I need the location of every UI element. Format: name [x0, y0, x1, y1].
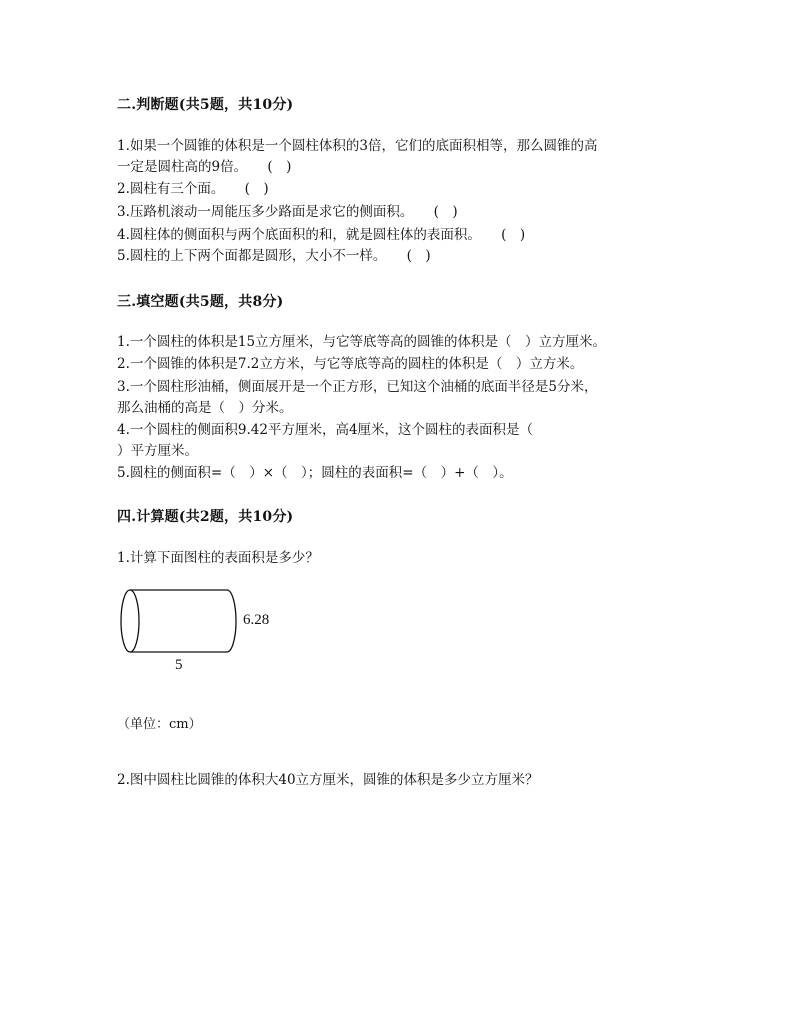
section-2-item: 3.压路机滚动一周能压多少路面是求它的侧面积。 ( ) — [117, 204, 458, 220]
question-1: 1.计算下面图柱的表面积是多少？ — [117, 550, 319, 566]
cylinder-figure — [117, 588, 237, 656]
question-2: 2.图中圆柱比圆锥的体积大40立方厘米，圆锥的体积是多少立方厘米？ — [117, 772, 539, 788]
section-2-item: 5.圆柱的上下两个面都是圆形，大小不一样。 ( ) — [117, 248, 431, 264]
cylinder-right-base — [227, 590, 236, 652]
section-2-item: 一定是圆柱高的9倍。 ( ) — [117, 159, 292, 175]
section-3-item: 1.一个圆柱的体积是15立方厘米，与它等底等高的圆锥的体积是（ ）立方厘米。 — [117, 334, 607, 350]
section-3-item: 那么油桶的高是（ ）分米。 — [117, 400, 293, 416]
cylinder-left-base — [121, 590, 139, 652]
length-label: 5 — [175, 657, 183, 673]
unit-note: （单位：cm） — [117, 717, 202, 732]
height-label: 6.28 — [243, 612, 270, 628]
section-3-item: 3.一个圆柱形油桶，侧面展开是一个正方形，已知这个油桶的底面半径是5分米， — [117, 379, 598, 395]
section-3-heading: 三.填空题(共5题，共8分) — [117, 294, 284, 310]
section-2-item: 4.圆柱体的侧面积与两个底面积的和，就是圆柱体的表面积。 ( ) — [117, 227, 526, 243]
section-4-heading: 四.计算题(共2题，共10分) — [117, 509, 294, 525]
section-3-item: 4.一个圆柱的侧面积9.42平方厘米，高4厘米，这个圆柱的表面积是（ — [117, 422, 534, 438]
section-2-item: 2.圆柱有三个面。 ( ) — [117, 181, 269, 197]
section-2-item: 1.如果一个圆锥的体积是一个圆柱体积的3倍，它们的底面积相等，那么圆锥的高 — [117, 138, 598, 154]
section-3-item: 2.一个圆锥的体积是7.2立方米，与它等底等高的圆柱的体积是（ ）立方米。 — [117, 356, 584, 372]
section-3-item: ）平方厘米。 — [117, 443, 198, 459]
section-3-item: 5.圆柱的侧面积=（ ）×（ ）；圆柱的表面积=（ ）+（ ）。 — [117, 465, 513, 481]
section-2-heading: 二.判断题(共5题，共10分) — [117, 97, 294, 113]
